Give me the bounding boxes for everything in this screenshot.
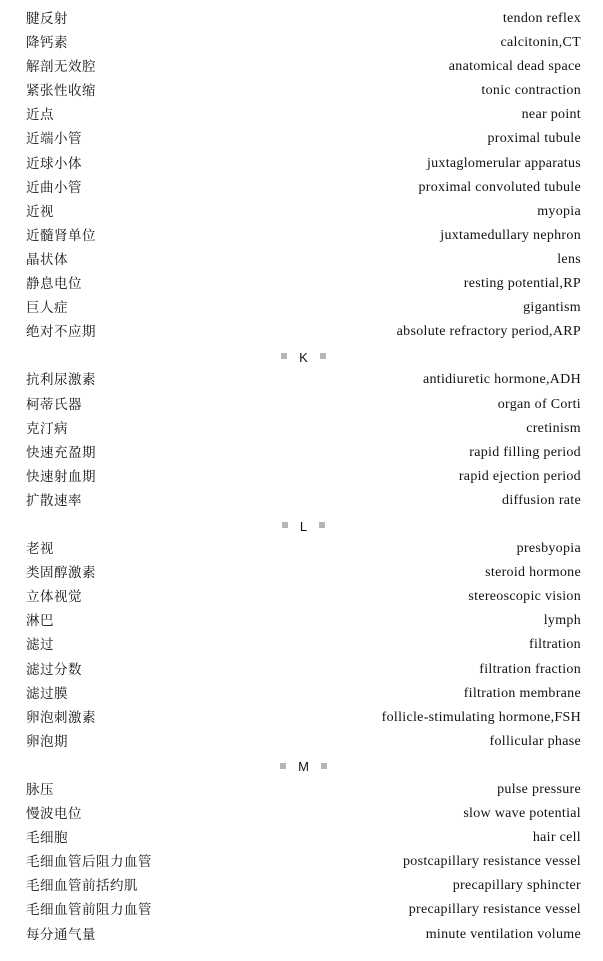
section-letter: M [298,759,309,775]
english-term: stereoscopic vision [468,589,581,605]
glossary-entry [26,730,581,754]
english-term: diffusion rate [502,492,581,508]
glossary-entry [26,248,581,272]
chinese-term: 滤过 [26,637,54,654]
english-term: follicular phase [489,733,581,749]
chinese-term: 近视 [26,203,54,220]
english-term: rapid filling period [469,444,581,460]
glossary-entry [26,465,581,489]
chinese-term: 每分通气量 [26,926,96,943]
section-letter: K [299,349,308,365]
glossary-entry [26,778,581,802]
glossary-entry [26,923,581,947]
english-term: juxtamedullary nephron [440,227,581,243]
english-term: organ of Corti [497,396,581,412]
chinese-term: 静息电位 [26,276,82,293]
chinese-term: 近球小体 [26,155,82,172]
chinese-term: 紧张性收缩 [26,83,96,100]
glossary-entry [26,802,581,826]
chinese-term: 近端小管 [26,131,82,148]
glossary-entry [26,7,581,31]
glossary-entry [26,200,581,224]
chinese-term: 卵泡期 [26,733,68,750]
section-marker-right-icon [321,763,327,769]
glossary-entry [26,272,581,296]
glossary-entry [26,31,581,55]
glossary-entry [26,127,581,151]
english-term: filtration membrane [463,685,581,701]
english-term: anatomical dead space [448,59,581,75]
glossary-entry [26,561,581,585]
glossary-entry [26,393,581,417]
section-marker-left-icon [280,763,286,769]
english-term: hair cell [532,830,581,846]
english-term: gigantism [523,300,581,316]
glossary-entry [26,682,581,706]
english-term: follicle-stimulating hormone,FSH [381,709,581,725]
english-term: juxtaglomerular apparatus [426,155,581,171]
english-term: proximal tubule [487,131,581,147]
chinese-term: 快速射血期 [26,468,96,485]
chinese-term: 近髓肾单位 [26,227,96,244]
english-term: rapid ejection period [458,468,581,484]
english-term: filtration [529,637,581,653]
chinese-term: 抗利尿激素 [26,372,96,389]
chinese-term: 绝对不应期 [26,324,96,341]
english-term: proximal convoluted tubule [418,179,581,195]
glossary-entry [26,898,581,922]
chinese-term: 快速充盈期 [26,444,96,461]
english-term: precapillary resistance vessel [408,902,581,918]
glossary-entry [26,489,581,513]
section-marker-left-icon [282,522,288,528]
chinese-term: 克汀病 [26,420,68,437]
chinese-term: 滤过膜 [26,685,68,702]
english-term: filtration fraction [479,661,581,677]
glossary-entry [26,417,581,441]
chinese-term: 毛细血管前括约肌 [26,878,138,895]
english-term: resting potential,RP [463,276,581,292]
chinese-term: 柯蒂氏器 [26,396,82,413]
glossary-entry [26,537,581,561]
chinese-term: 毛细胞 [26,830,68,847]
english-term: cretinism [526,420,581,436]
english-term: near point [521,107,581,123]
glossary-entry [26,55,581,79]
glossary-entry [26,826,581,850]
section-header [26,513,581,537]
english-term: slow wave potential [463,806,581,822]
english-term: tendon reflex [502,11,581,26]
chinese-term: 立体视觉 [26,589,82,606]
glossary-entry [26,850,581,874]
section-header [26,754,581,778]
glossary-entry [26,79,581,103]
glossary-entry [26,633,581,657]
english-term: calcitonin,CT [500,35,581,51]
glossary-list [26,7,581,947]
english-term: minute ventilation volume [425,926,581,942]
chinese-term: 巨人症 [26,300,68,317]
glossary-entry [26,320,581,344]
glossary-entry [26,296,581,320]
section-marker-left-icon [281,353,287,359]
english-term: steroid hormone [485,565,581,581]
english-term: myopia [537,203,581,219]
chinese-term: 腱反射 [26,11,68,27]
chinese-term: 毛细血管前阻力血管 [26,902,152,919]
section-marker-right-icon [320,353,326,359]
english-term: postcapillary resistance vessel [402,854,581,870]
glossary-entry [26,874,581,898]
chinese-term: 解剖无效腔 [26,59,96,76]
chinese-term: 毛细血管后阻力血管 [26,854,152,871]
section-marker-right-icon [319,522,325,528]
glossary-entry [26,706,581,730]
english-term: pulse pressure [497,782,581,797]
english-term: antidiuretic hormone,ADH [422,372,581,388]
chinese-term: 晶状体 [26,251,68,268]
glossary-entry [26,658,581,682]
chinese-term: 淋巴 [26,613,54,630]
chinese-term: 滤过分数 [26,661,82,678]
chinese-term: 老视 [26,541,54,558]
chinese-term: 扩散速率 [26,492,82,509]
chinese-term: 脉压 [26,782,54,798]
section-letter: L [299,518,308,534]
glossary-entry [26,368,581,392]
english-term: absolute refractory period,ARP [396,324,581,340]
chinese-term: 降钙素 [26,35,68,52]
glossary-entry [26,585,581,609]
glossary-entry [26,609,581,633]
glossary-entry [26,224,581,248]
chinese-term: 近点 [26,107,54,124]
chinese-term: 卵泡刺激素 [26,709,96,726]
english-term: precapillary sphincter [452,878,581,894]
chinese-term: 慢波电位 [26,806,82,823]
english-term: presbyopia [516,541,581,557]
section-header [26,344,581,368]
glossary-entry [26,441,581,465]
glossary-entry [26,152,581,176]
glossary-entry [26,176,581,200]
english-term: lens [557,251,581,267]
glossary-entry [26,103,581,127]
english-term: lymph [543,613,581,629]
english-term: tonic contraction [481,83,581,99]
chinese-term: 近曲小管 [26,179,82,196]
chinese-term: 类固醇激素 [26,565,96,582]
